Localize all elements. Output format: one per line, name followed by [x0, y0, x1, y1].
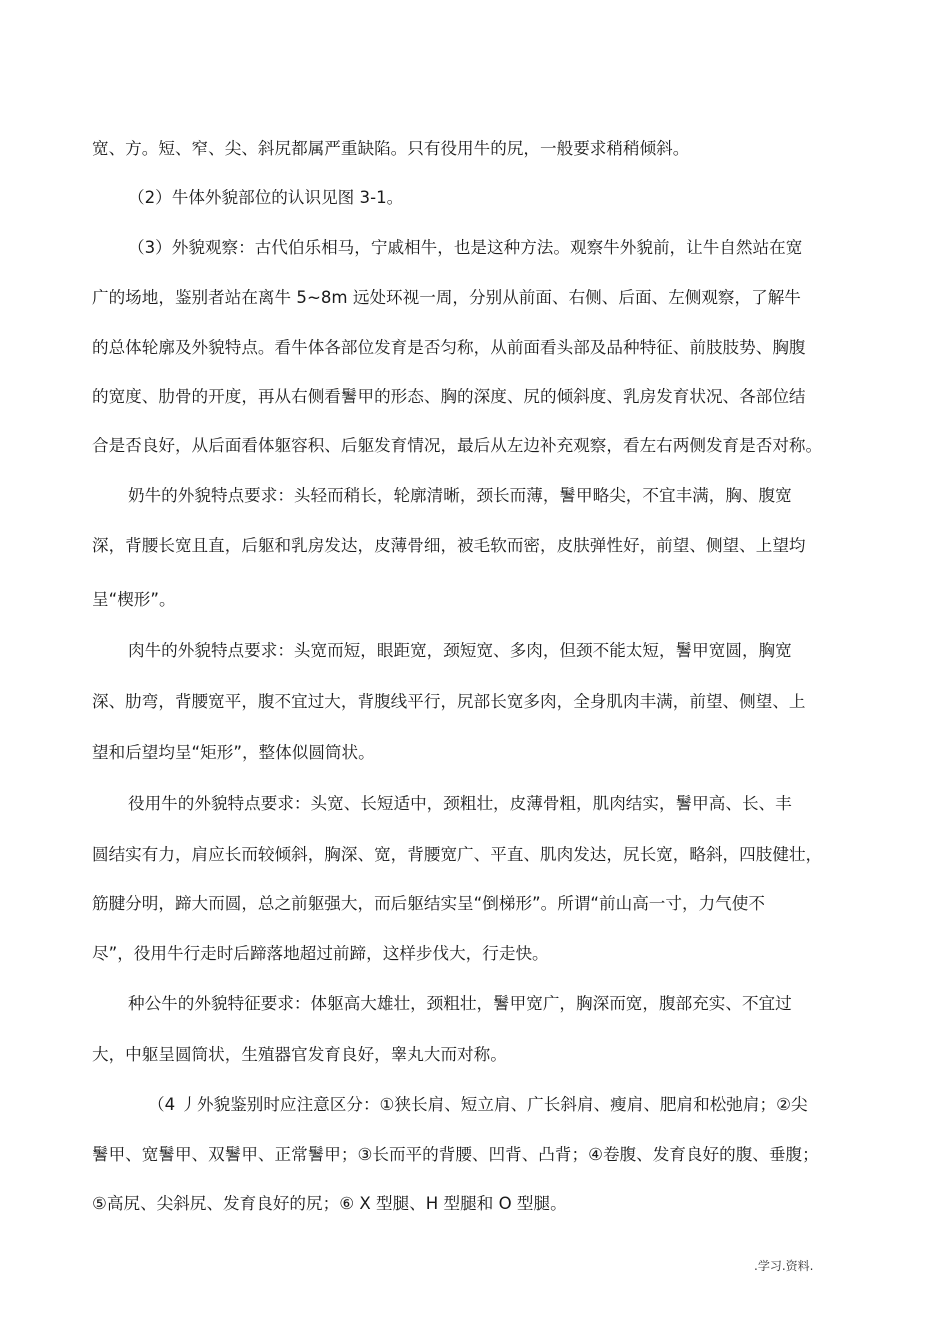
text-line: 奶牛的外貌特点要求：头轻而稍长，轮廓清晰，颈长而薄，鬐甲略尖，不宜丰满，胸、腹宽 [128, 486, 792, 505]
text-line: 圆结实有力，肩应长而较倾斜，胸深、宽，背腰宽广、平直、肌肉发达，尻长宽，略斜，四肢健壮， [92, 845, 823, 864]
text-line: 的宽度、肋骨的开度，再从右侧看鬐甲的形态、胸的深度、尻的倾斜度、乳房发育状况、各部位结 [92, 387, 806, 406]
text-line: 深，背腰长宽且直，后躯和乳房发达，皮薄骨细，被毛软而密，皮肤弹性好，前望、侧望、上望均 [92, 536, 806, 555]
text-line: 广的场地，鉴别者站在离牛 5~8m 远处环视一周，分别从前面、右侧、后面、左侧观察，了解牛 [92, 288, 801, 307]
text-line: 鬐甲、宽鬐甲、双鬐甲、正常鬐甲；③长而平的背腰、凹背、凸背；④卷腹、发育良好的腹、垂腹； [92, 1145, 819, 1164]
text-line: 役用牛的外貌特点要求：头宽、长短适中，颈粗壮，皮薄骨粗，肌肉结实，鬐甲高、长、丰 [128, 794, 792, 813]
text-line: 肉牛的外貌特点要求：头宽而短，眼距宽，颈短宽、多肉，但颈不能太短，鬐甲宽圆，胸宽 [128, 641, 792, 660]
text-line: 尽”，役用牛行走时后蹄落地超过前蹄，这样步伐大，行走快。 [92, 944, 549, 963]
text-line: ⑤高尻、尖斜尻、发育良好的尻；⑥ X 型腿、H 型腿和 O 型腿。 [92, 1194, 567, 1213]
text-line: 种公牛的外貌特征要求：体躯高大雄壮，颈粗壮，鬐甲宽广，胸深而宽，腹部充实、不宜过 [128, 994, 792, 1013]
text-line: 深、肋弯，背腰宽平，腹不宜过大，背腹线平行，尻部长宽多肉，全身肌肉丰满，前望、侧望、上 [92, 692, 806, 711]
text-line: （4 丿外貌鉴别时应注意区分：①狭长肩、短立肩、广长斜肩、瘦肩、肥肩和松弛肩；②尖 [148, 1095, 808, 1114]
text-line: 的总体轮廓及外貌特点。看牛体各部位发育是否匀称，从前面看头部及品种特征、前肢肢势、胸腹 [92, 338, 806, 357]
text-line: 筋腱分明，蹄大而圆，总之前躯强大，而后躯结实呈“倒梯形”。所谓“前山高一寸，力气使不 [92, 894, 765, 913]
text-line: 望和后望均呈“矩形”，整体似圆筒状。 [92, 743, 375, 762]
page-footer: .学习.资料. [754, 1259, 814, 1273]
text-line: 呈“楔形”。 [92, 590, 176, 609]
text-line: （2）牛体外貌部位的认识见图 3-1。 [128, 188, 404, 207]
text-line: 大，中躯呈圆筒状，生殖器官发育良好，睾丸大而对称。 [92, 1045, 507, 1064]
text-line: （3）外貌观察：古代伯乐相马，宁戚相牛，也是这种方法。观察牛外貌前，让牛自然站在宽 [128, 238, 803, 257]
text-line: 合是否良好，从后面看体躯容积、后躯发育情况，最后从左边补充观察，看左右两侧发育是否对称。 [92, 436, 823, 455]
text-line: 宽、方。短、窄、尖、斜尻都属严重缺陷。只有役用牛的尻，一般要求稍稍倾斜。 [92, 139, 690, 158]
